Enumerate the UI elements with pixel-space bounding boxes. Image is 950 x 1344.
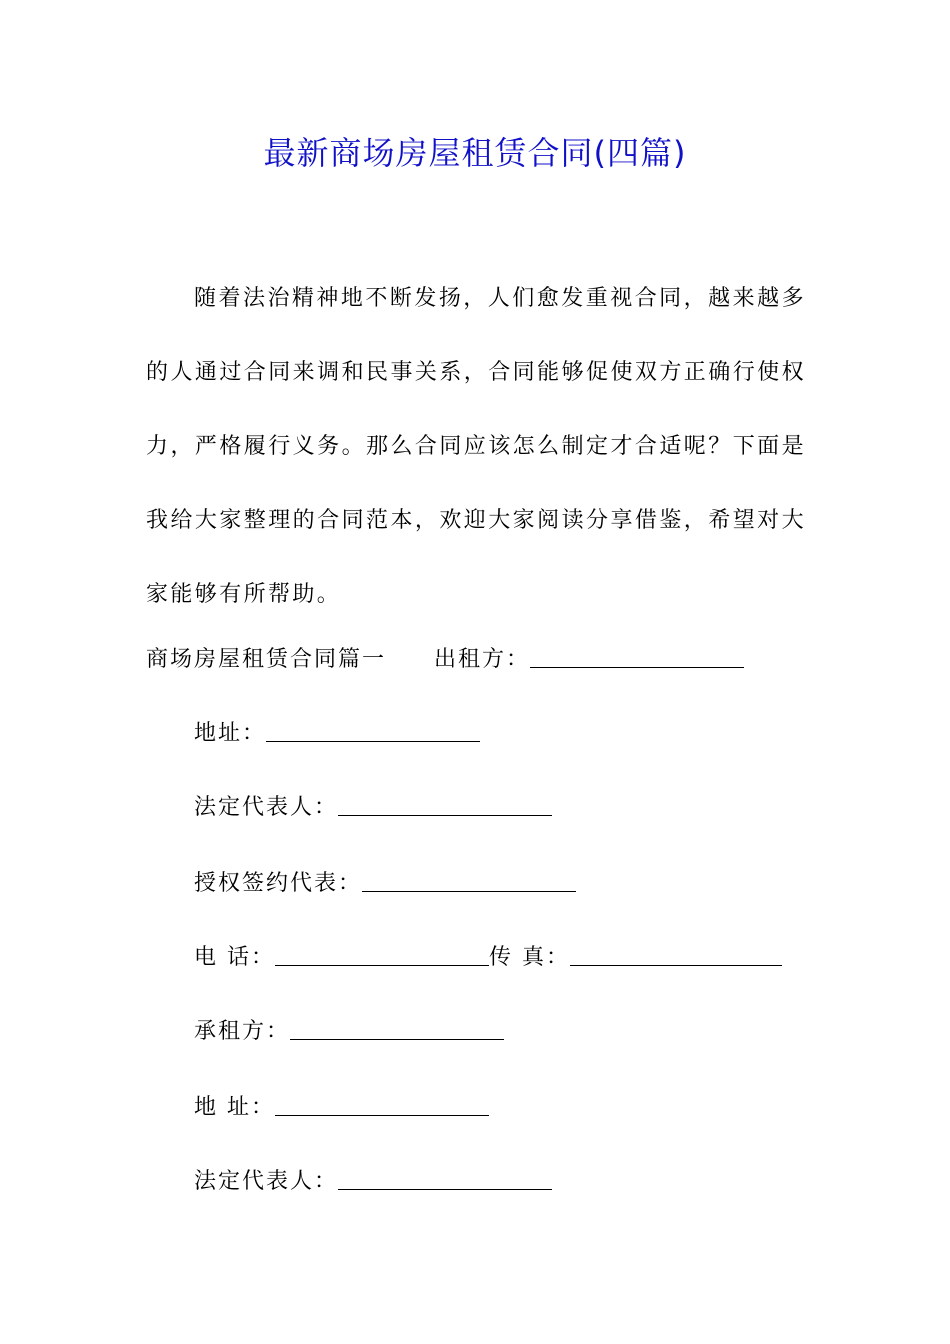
lessor-address-blank[interactable] (266, 717, 480, 742)
lessee-address-label: 地 址： (194, 1095, 275, 1120)
lessee-legal-rep-blank[interactable] (338, 1165, 552, 1190)
lessee-legal-rep-label: 法定代表人： (194, 1169, 339, 1194)
authorized-rep-label: 授权签约代表： (194, 871, 363, 896)
fax-blank[interactable] (570, 941, 782, 966)
lessor-address-label: 地址： (194, 721, 267, 746)
phone-blank[interactable] (275, 941, 489, 966)
intro-paragraph: 随着法治精神地不断发扬，人们愈发重视合同，越来越多的人通过合同来调和民事关系，合同能够促使双方正确行使权力，严格履行义务。那么合同应该怎么制定才合适呢？下面是我给大家整理的合同范本，欢迎大家阅读分享借鉴，希望对大家能够有所帮助。 (146, 286, 806, 607)
lessee-blank[interactable] (290, 1015, 504, 1040)
lessee-address-blank[interactable] (275, 1091, 489, 1116)
authorized-rep-blank[interactable] (362, 867, 576, 892)
phone-label: 电 话： (194, 945, 275, 970)
lessor-address-line (194, 714, 480, 754)
lessor-label: 出租方： (434, 647, 531, 672)
lessee-line (194, 1012, 504, 1052)
section-heading: 商场房屋租赁合同篇一 (146, 647, 387, 672)
lessor-blank[interactable] (530, 643, 744, 668)
lessor-legal-rep-line (194, 788, 552, 828)
lessor-legal-rep-label: 法定代表人： (194, 795, 339, 820)
lessee-label: 承租方： (194, 1019, 291, 1044)
lessor-legal-rep-blank[interactable] (338, 791, 552, 816)
phone-fax-line (194, 938, 782, 978)
document-title: 最新商场房屋租赁合同(四篇) (263, 134, 687, 172)
fax-label: 传 真： (489, 945, 570, 970)
section-heading-line (146, 640, 744, 680)
lessee-legal-rep-line (194, 1162, 552, 1202)
authorized-rep-line (194, 864, 576, 904)
lessee-address-line (194, 1088, 489, 1128)
